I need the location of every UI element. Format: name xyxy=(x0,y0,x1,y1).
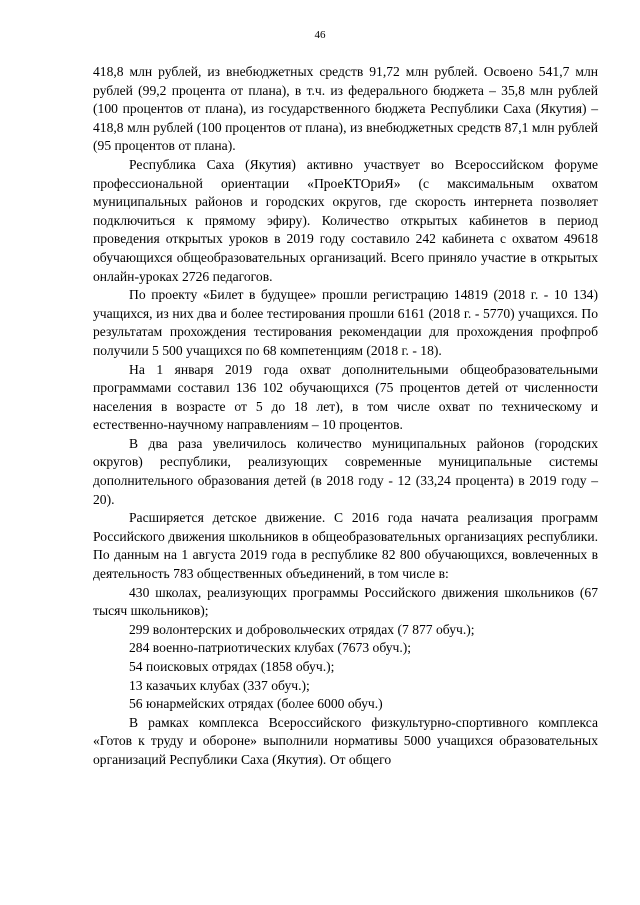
paragraph-additional-education-coverage: На 1 января 2019 года охват дополнительными общеобразовательными программами составил 136 102 обучающихся (75 процентов детей от численности населения в возрасте от 5 до 18 лет), в том числе охват по техническому и естественно-научному направлениям – 10 процентов. xyxy=(93,361,598,433)
list-item: 13 казачьих клубах (337 обуч.); xyxy=(129,677,310,693)
list-item: 56 юнармейских отрядах (более 6000 обуч.) xyxy=(129,696,383,712)
paragraph-bilet-v-budushchee: По проекту «Билет в будущее» прошли регистрацию 14819 (2018 г. - 10 134) учащихся, из них два и более тестирования прошли 6161 (2018 г. - 5770) учащихся. По результатам прохождения тестирования рекомендации для прохождения профпроб получили 5 500 учащихся по 68 компетенциям (2018 г. - 18). xyxy=(93,287,598,358)
page-number: 46 xyxy=(314,29,326,41)
page-body xyxy=(93,63,598,770)
list-item: 284 военно-патриотических клубах (7673 обуч.); xyxy=(129,640,412,656)
paragraph-proektoria: Республика Саха (Якутия) активно участвует во Всероссийском форуме профессиональной ориентации «ПроеКТОриЯ» (с максимальным охватом муниципальных районов и городских округов, где скорость интернета позволяет подключиться к прямому эфиру). Количество открытых кабинетов в период проведения открытых уроков в 2019 году составило 242 кабинета с охватом 49618 обучающихся общеобразовательных организаций. Всего приняло участие в открытых онлайн-уроках 2726 педагогов. xyxy=(93,156,598,284)
paragraph-gto: В рамках комплекса Всероссийского физкультурно-спортивного комплекса «Готов к труду и обороне» выполнили нормативы 5000 учащихся образовательных организаций Республики Саха (Якутия). От общего xyxy=(93,714,598,767)
paragraph-funding: 418,8 млн рублей, из внебюджетных средств 91,72 млн рублей. Освоено 541,7 млн рублей (99,2 процента от плана), в т.ч. из федерального бюджета – 35,8 млн рублей (100 процентов от плана), из государственного бюджета Республики Саха (Якутия) – 418,8 млн рублей (100 процентов от плана), из внебюджетных средств 87,1 млн рублей (95 процентов от плана). xyxy=(93,64,598,154)
paragraph-municipal-systems: В два раза увеличилось количество муниципальных районов (городских округов) республики, реализующих современные муниципальные системы дополнительного образования детей (в 2018 году - 12 (33,24 процента) в 2019 году – 20). xyxy=(93,435,598,507)
list-item: 54 поисковых отрядах (1858 обуч.); xyxy=(129,659,335,674)
list-item: 299 волонтерских и добровольческих отрядах (7 877 обуч.); xyxy=(129,621,475,637)
list-item: 430 школах, реализующих программы Российского движения школьников (67 тысяч школьников); xyxy=(93,584,598,619)
paragraph-youth-movement: Расширяется детское движение. С 2016 года начата реализация программ Российского движения школьников в общеобразовательных организациях республики. По данным на 1 августа 2019 года в республике 82 800 обучающихся, вовлеченных в деятельность 783 общественных объединений, в том числе в: xyxy=(93,510,598,582)
